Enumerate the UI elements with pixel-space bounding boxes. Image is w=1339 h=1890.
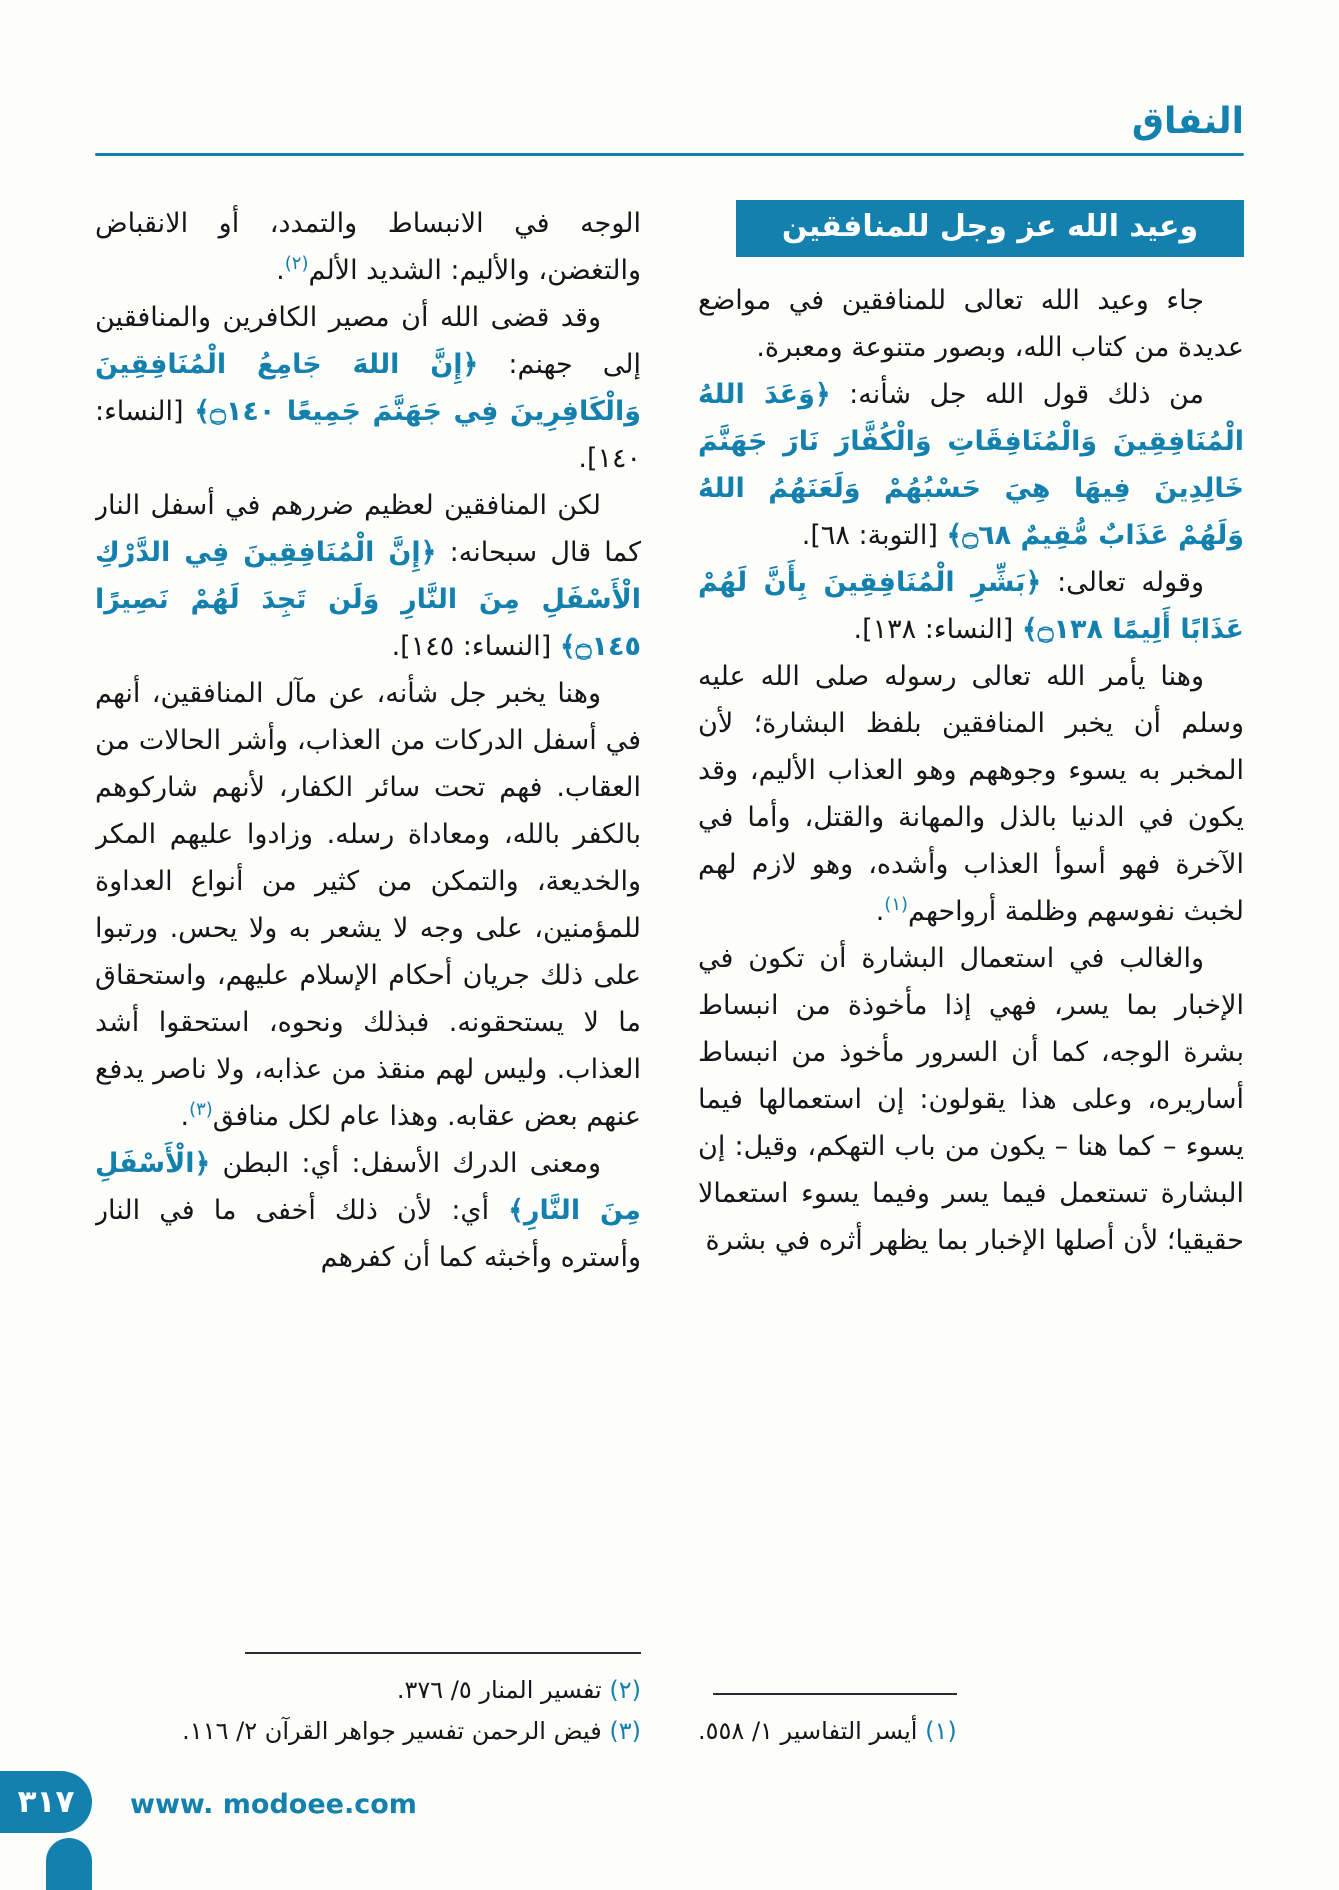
paragraph (698, 559, 1244, 653)
column-left (95, 200, 641, 1752)
quran-verse: ﴿الْأَسْفَلِ مِنَ النَّارِ﴾ (95, 1148, 641, 1227)
paragraph-text: وهنا يخبر جل شأنه، عن مآل المنافقين، أنهم في أسفل الدركات من العذاب، وأشر الحالات من العقاب. فهم تحت سائر الكفار، لأنهم شاركوهم بالكفر بالله، ومعاداة رسله. وزادوا عليهم المكر والخديعة، والتمكن من كثير من أنواع العداوة للمؤمنين، على وجه لا يشعر به ولا يحس. ورتبوا على ذلك جريان أحكام الإسلام عليهم، واستحقاق ما لا يستحقونه. فبذلك ونحوه، استحقوا أشد العذاب. وليس لهم منقذ من عذابه، ولا ناصر يدفع عنهم بعض عقابه. وهذا عام لكل منافق (95, 678, 641, 1133)
paragraph (95, 200, 641, 294)
column-right-text (698, 200, 1244, 1685)
paragraph-text: لكن المنافقين لعظيم ضررهم في أسفل النار كما قال سبحانه: (95, 490, 641, 569)
paragraph (698, 935, 1244, 1264)
footnote-number: (١) (925, 1717, 957, 1746)
footnotes-right (698, 1685, 957, 1752)
paragraph-text: من ذلك قول الله جل شأنه: (830, 379, 1204, 411)
quran-verse: ﴿إِنَّ اللهَ جَامِعُ الْمُنَافِقِينَ وَالْكَافِرِينَ فِي جَهَنَّمَ جَمِيعًا ۝١٤٠﴾ (95, 349, 641, 428)
paragraph-text: أي: لأن ذلك أخفى ما في النار وأستره وأخبثه كما أن كفرهم (95, 1195, 641, 1274)
column-left-text (95, 200, 641, 1644)
page-number-tab (0, 1771, 92, 1833)
page-title: النفاق (1131, 101, 1244, 142)
footnote-text: أيسر التفاسير ١/ ٥٥٨. (698, 1717, 918, 1746)
footnote-number: (٢) (609, 1676, 641, 1705)
verse-reference: [النساء: ١٤٥]. (391, 631, 560, 663)
footnote-marker: (٢) (284, 253, 309, 275)
page-tab-stem (46, 1838, 92, 1890)
paragraph-text: وهنا يأمر الله تعالى رسوله صلى الله عليه وسلم أن يخبر المنافقين بلفظ البشارة؛ لأن المخبر به يسوء وجوههم وهو العذاب الأليم، وقد يكون في الدنيا بالذل والمهانة والقتل، وأما في الآخرة فهو أسوأ العذاب وأشده، وهو لازم لهم لخبث نفوسهم وظلمة أرواحهم (698, 661, 1244, 928)
quran-verse: ﴿بَشِّرِ الْمُنَافِقِينَ بِأَنَّ لَهُمْ عَذَابًا أَلِيمًا ۝١٣٨﴾ (698, 567, 1244, 646)
paragraph-text: والغالب في استعمال البشارة أن تكون في الإخبار بما يسر، فهي إذا مأخوذة من انبساط بشرة الوجه، كما أن السرور مأخوذ من انبساط أساريره، وعلى هذا يقولون: إن استعمالها فيما يسوء – كما هنا – يكون من باب التهكم، وقيل: إن البشارة تستعمل فيما يسر وفيما يسوء استعمالا حقيقيا؛ لأن أصلها الإخبار بما يظهر أثره في بشرة (698, 943, 1244, 1257)
paragraph (698, 371, 1244, 559)
verse-reference: [التوبة: ٦٨]. (801, 520, 947, 552)
paragraph (698, 277, 1244, 371)
footnote-text: تفسير المنار ٥/ ٣٧٦. (396, 1676, 602, 1705)
paragraph (95, 294, 641, 482)
paragraph-text: وقوله تعالى: (1041, 567, 1204, 599)
footnote (698, 1711, 957, 1752)
footnote-marker: (٣) (189, 1099, 213, 1121)
paragraph-text: جاء وعيد الله تعالى للمنافقين في مواضع عديدة من كتاب الله، وبصور متنوعة ومعبرة. (698, 285, 1244, 364)
paragraph (698, 653, 1244, 935)
header-rule (95, 153, 1244, 156)
column-right (698, 200, 1244, 1752)
paragraph-text: ومعنى الدرك الأسفل: أي: البطن (210, 1148, 601, 1180)
verse-reference: [النساء: ١٣٨]. (853, 614, 1022, 646)
quran-verse: ﴿إِنَّ الْمُنَافِقِينَ فِي الدَّرْكِ الْأَسْفَلِ مِنَ النَّارِ وَلَن تَجِدَ لَهُمْ نَصِيرًا ۝١٤٥﴾ (95, 537, 641, 663)
section-banner: وعيد الله عز وجل للمنافقين (736, 200, 1244, 257)
footnotes-left (95, 1644, 641, 1752)
website-url: www. modoee.com (130, 1789, 417, 1820)
paragraph (95, 670, 641, 1140)
paragraph-text: . (276, 255, 285, 287)
footnote (95, 1670, 641, 1711)
paragraph-text: وقد قضى الله أن مصير الكافرين والمنافقين إلى جهنم: (95, 302, 641, 381)
footnote-number: (٣) (609, 1717, 641, 1746)
paragraph (95, 1140, 641, 1281)
paragraph-text: . (875, 896, 885, 928)
footnote-separator (713, 1693, 957, 1695)
paragraph-text: . (180, 1101, 190, 1133)
verse-reference: [النساء: ١٤٠]. (95, 396, 641, 475)
footnote-separator (245, 1652, 641, 1654)
paragraph-text: الوجه في الانبساط والتمدد، أو الانقباض والتغضن، والأليم: الشديد الألم (95, 208, 641, 287)
two-column-body (95, 200, 1244, 1752)
footnote-marker: (١) (884, 894, 909, 916)
footnote (95, 1711, 641, 1752)
paragraph (95, 482, 641, 670)
page-number: ٣١٧ (17, 1784, 75, 1820)
page-header (95, 100, 1244, 156)
quran-verse: ﴿وَعَدَ اللهُ الْمُنَافِقِينَ وَالْمُنَافِقَاتِ وَالْكُفَّارَ نَارَ جَهَنَّمَ خَالِدِينَ فِيهَا هِيَ حَسْبُهُمْ وَلَعَنَهُمُ اللهُ وَلَهُمْ عَذَابٌ مُّقِيمٌ ۝٦٨﴾ (698, 379, 1244, 552)
footnote-text: فيض الرحمن تفسير جواهر القرآن ٢/ ١١٦. (182, 1717, 602, 1746)
